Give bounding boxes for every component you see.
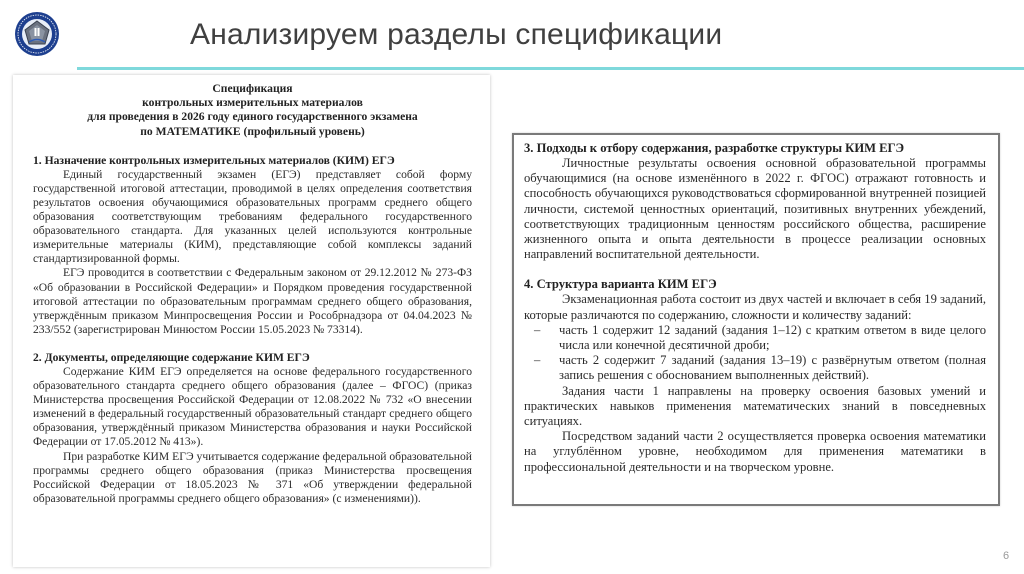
section-1-paragraph: ЕГЭ проводится в соответствии с Федеральным законом от 29.12.2012 № 273-ФЗ «Об образовании в Российской Федерации» и Порядком проведения государственной итоговой аттестации по образовательным программам среднего общего образования, утверждённым приказом Минпросвещения России и Рособрнадзора от 04.04.2023 № 233/552 (зарегистрирован Минюстом России 15.05.2023 № 73314).: [33, 266, 472, 336]
section-1-title: 1. Назначение контрольных измерительных материалов (КИМ) ЕГЭ: [33, 153, 395, 167]
section-4-title: 4. Структура варианта КИМ ЕГЭ: [524, 277, 717, 292]
section-4-intro: Экзаменационная работа состоит из двух частей и включает в себя 19 заданий, которые различаются по содержанию, сложности и количеству заданий:: [524, 292, 986, 322]
section-2-title: 2. Документы, определяющие содержание КИМ ЕГЭ: [33, 350, 310, 364]
specification-document-excerpt: [13, 75, 490, 567]
section-2-paragraph: При разработке КИМ ЕГЭ учитывается содержание федеральной образовательной программы среднего общего образования (приказ Министерства просвещения Российской Федерации от 18.05.2023 № 371 «Об утверждении федеральной образовательной программы среднего общего образования» (с изменениями)).: [33, 449, 472, 505]
section-1-paragraph: Единый государственный экзамен (ЕГЭ) представляет собой форму государственной итоговой аттестации, проводимой в целях определения соответствия результатов освоения обучающимися образовательных программ среднего общего образования соответствующим требованиям федерального государственного образовательного стандарта. Для указанных целей используются контрольные измерительные материалы (КИМ), представляющие собой комплексы заданий стандартизированной формы.: [33, 167, 472, 266]
specification-sections-excerpt: [512, 133, 1000, 506]
list-item: [524, 323, 986, 353]
slide-title: Анализируем разделы спецификации: [190, 18, 723, 51]
heading-line: для проведения в 2026 году единого государственного экзамена: [87, 110, 418, 124]
list-item-text: часть 1 содержит 12 заданий (задания 1–12) с кратким ответом в виде целого числа или конечной десятичной дроби;: [559, 322, 986, 353]
document-heading: [33, 82, 472, 139]
heading-line: Спецификация: [212, 82, 293, 95]
section-2-paragraph: Содержание КИМ ЕГЭ определяется на основе федерального государственного образовательного стандарта среднего общего образования (далее – ФГОС) (приказ Министерства просвещения Российской Федерации от 12.08.2022 № 732 «О внесении изменений в федеральный государственный образовательный стандарт среднего общего образования, утверждённый приказом Министерства образования и науки Российской Федерации от 17.05.2012 № 413»).: [33, 364, 472, 449]
dash-bullet-icon: –: [534, 322, 541, 337]
list-item-text: часть 2 содержит 7 заданий (задания 13–19) с развёрнутым ответом (полная запись решения с обоснованием выполненных действий).: [559, 353, 986, 383]
section-3-title: 3. Подходы к отбору содержания, разработке структуры КИМ ЕГЭ: [524, 141, 905, 155]
parts-list: [524, 323, 986, 384]
title-underline: [77, 67, 1024, 70]
section-4-paragraph: Посредством заданий части 2 осуществляется проверка освоения математики на углублённом уровне, необходимом для применения математики в профессиональной деятельности и на творческом уровне.: [524, 429, 986, 474]
section-4-paragraph: Задания части 1 направлены на проверку освоения базовых умений и практических навыков применения математических знаний в повседневных ситуациях.: [524, 383, 986, 429]
section-3-paragraph: Личностные результаты освоения основной образовательной программы обучающимися (на основе изменённого в 2022 г. ФГОС) отражают готовность и способность обучающихся руководствоваться сформированной внутренней позицией личности, системой ценностных ориентаций, позитивных внутренних убеждений, соответствующих традиционным ценностям российского общества, расширение жизненного опыта и опыта деятельности в процессе реализации основных направлений воспитательной деятельности.: [524, 156, 986, 262]
page-number: 6: [1003, 550, 1010, 562]
heading-line: по МАТЕМАТИКЕ (профильный уровень): [140, 124, 365, 138]
dash-bullet-icon: –: [534, 353, 541, 368]
university-logo-icon: [14, 11, 60, 57]
list-item: [524, 353, 986, 383]
heading-line: контрольных измерительных материалов: [142, 96, 363, 110]
